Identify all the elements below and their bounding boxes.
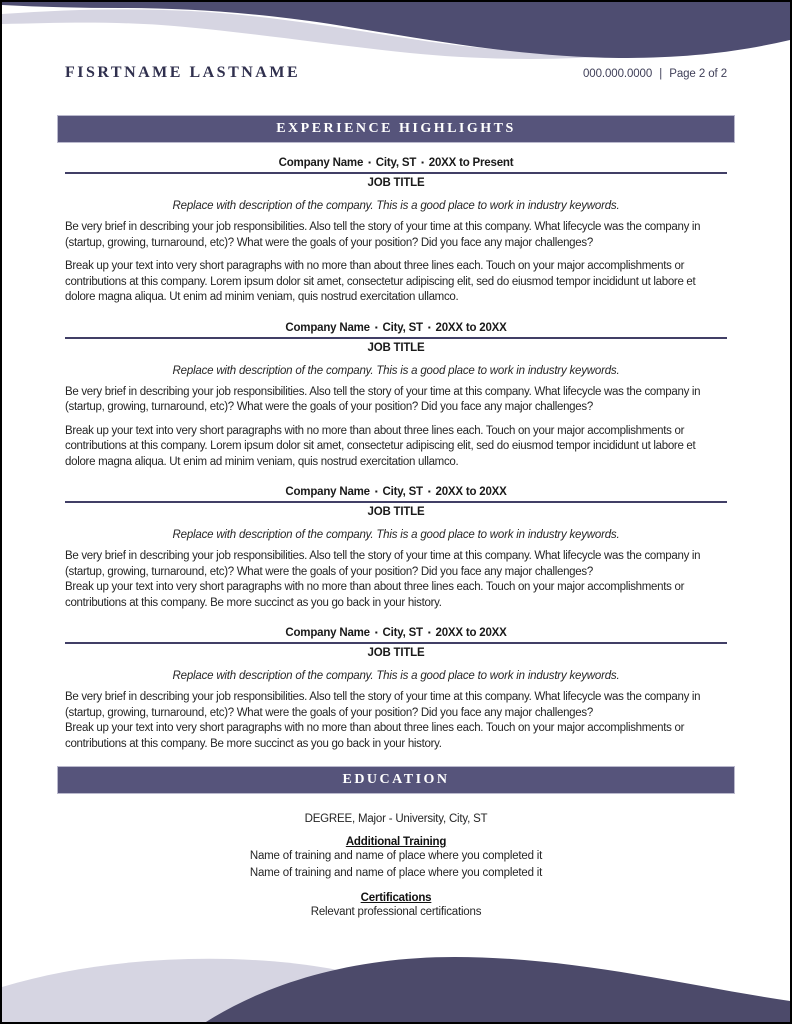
degree-line: DEGREE, Major - University, City, ST [304, 813, 488, 825]
company-dates: 20XX to 20XX [435, 627, 507, 639]
job-title: JOB TITLE [367, 177, 425, 189]
experience-section [65, 157, 727, 752]
entry-heading [65, 322, 727, 339]
experience-entry-1 [65, 157, 727, 306]
company-name: Company Name [285, 627, 370, 639]
entry-heading [65, 627, 727, 644]
company-description: Replace with description of the company. This is a good place to work in industry keywords. [172, 670, 620, 682]
entry-heading [65, 486, 727, 503]
phone-number: 000.000.0000 [583, 68, 653, 80]
company-location: City, ST [375, 157, 417, 169]
square-bullet-icon: ▪ [374, 487, 378, 496]
company-description: Replace with description of the company. This is a good place to work in industry keywords. [172, 364, 620, 377]
section-banner-education [57, 766, 735, 794]
training-item: Name of training and name of place where you completed it [249, 866, 543, 879]
entry-paragraph: Break up your text into very short paragraphs with no more than about three lines each. Touch on your major accomplishments or contributions at this company. Be more succinct as you go back in your history. [65, 722, 685, 750]
entry-paragraph: Be very brief in describing your job responsibilities. Also tell the story of your time at this company. What lifecycle was the company in (startup, growing, turnaround, etc)? What were the goals of your position? Did you face any major challenges? [65, 221, 701, 249]
entry-paragraph: Break up your text into very short paragraphs with no more than about three lines each. Touch on your major accomplishments or contributions at this company. Lorem ipsum dolor sit amet, consectetur adipiscing elit, sed do eiusmod tempor incididunt ut labore et dolore magna aliqua. Ut enim ad minim veniam, quis nostrud exercitation ullamco. [65, 260, 696, 303]
company-dates: 20XX to 20XX [435, 486, 507, 498]
contact-info [583, 68, 727, 80]
entry-paragraph: Break up your text into very short paragraphs with no more than about three lines each. Touch on your major accomplishments or contributions at this company. Be more succinct as you go back in your history. [65, 581, 685, 609]
company-name: Company Name [285, 486, 370, 498]
entry-paragraph: Break up your text into very short paragraphs with no more than about three lines each. Touch on your major accomplishments or contributions at this company. Lorem ipsum dolor sit amet, consectetur adipiscing elit, sed do eiusmod tempor incididunt ut labore et dolore magna aliqua. Ut enim ad minim veniam, quis nostrud exercitation ullamco. [65, 424, 696, 468]
experience-entry-3 [65, 486, 727, 611]
top-wave-decoration [2, 2, 790, 62]
experience-entry-4 [65, 627, 727, 752]
training-item: Name of training and name of place where you completed it [249, 850, 543, 862]
entry-paragraph: Be very brief in describing your job responsibilities. Also tell the story of your time at this company. What lifecycle was the company in (startup, growing, turnaround, etc)? What were the goals of your position? Did you face any major challenges? [65, 385, 701, 413]
contact-separator: | [659, 68, 663, 80]
company-location: City, ST [382, 321, 423, 334]
job-title: JOB TITLE [367, 506, 425, 518]
company-location: City, ST [382, 486, 423, 498]
company-location: City, ST [382, 627, 423, 639]
company-description: Replace with description of the company. This is a good place to work in industry keywords. [172, 529, 620, 541]
section-title-experience: EXPERIENCE HIGHLIGHTS [276, 121, 516, 136]
square-bullet-icon: ▪ [374, 628, 378, 637]
job-title: JOB TITLE [367, 341, 425, 354]
certifications-heading: Certifications [360, 892, 432, 904]
training-heading: Additional Training [345, 836, 447, 848]
section-banner-experience [57, 115, 735, 143]
square-bullet-icon: ▪ [427, 322, 431, 332]
company-name: Company Name [285, 321, 370, 334]
square-bullet-icon: ▪ [427, 628, 431, 637]
entry-paragraph: Be very brief in describing your job responsibilities. Also tell the story of your time at this company. What lifecycle was the company in (startup, growing, turnaround, etc)? What were the goals of your position? Did you face any major challenges? [65, 550, 701, 578]
square-bullet-icon: ▪ [421, 158, 424, 167]
education-section [65, 813, 727, 921]
person-name: FISRTNAME LASTNAME [65, 64, 301, 81]
square-bullet-icon: ▪ [374, 322, 378, 332]
square-bullet-icon: ▪ [427, 487, 431, 496]
page-indicator: Page 2 of 2 [669, 68, 727, 80]
page-header [65, 64, 727, 82]
company-dates: 20XX to Present [428, 157, 514, 169]
section-title-education: EDUCATION [342, 772, 450, 787]
entry-heading [65, 157, 727, 174]
certifications-item: Relevant professional certifications [310, 906, 482, 918]
experience-entry-2 [65, 322, 727, 471]
company-dates: 20XX to 20XX [435, 321, 507, 334]
bottom-wave-decoration [2, 956, 790, 1022]
square-bullet-icon: ▪ [368, 158, 371, 167]
job-title: JOB TITLE [367, 647, 425, 659]
entry-paragraph: Be very brief in describing your job responsibilities. Also tell the story of your time at this company. What lifecycle was the company in (startup, growing, turnaround, etc)? What were the goals of your position? Did you face any major challenges? [65, 691, 701, 719]
company-name: Company Name [278, 157, 364, 169]
company-description: Replace with description of the company. This is a good place to work in industry keywords. [172, 200, 620, 212]
